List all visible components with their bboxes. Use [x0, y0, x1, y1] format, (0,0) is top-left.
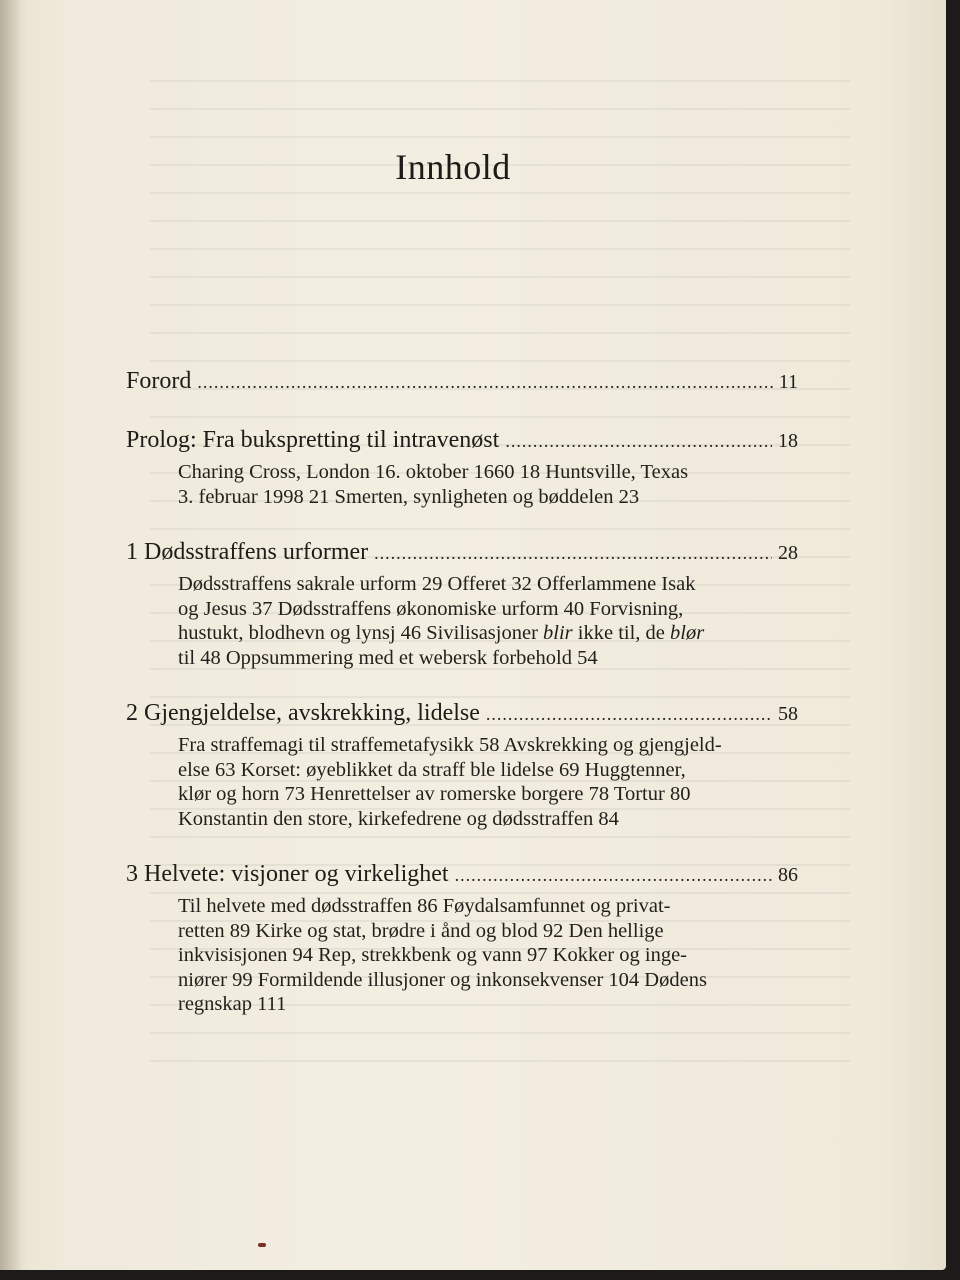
- toc-entry-line: [126, 537, 798, 568]
- toc-page-number: 86: [778, 864, 798, 886]
- toc-subsection-line: regnskap 111: [178, 993, 287, 1015]
- table-of-contents: [126, 366, 798, 1045]
- toc-entry-title: Prolog: Fra bukspretting til intravenøst: [126, 427, 500, 453]
- toc-subsection-text: hustukt, blodhevn og lynsj 46 Sivilisasjoner: [178, 622, 544, 644]
- toc-entry-subsections: [178, 572, 798, 670]
- toc-subsection-line: klør og horn 73 Henrettelser av romerske borgere 78 Tortur 80: [178, 783, 691, 805]
- toc-entry-chapter-1: [126, 537, 798, 670]
- toc-italic-text: blir: [543, 622, 573, 644]
- toc-leader-dots: [455, 860, 772, 890]
- toc-entry-subsections: [178, 733, 798, 831]
- toc-subsection-line: 3. februar 1998 21 Smerten, synligheten og bøddelen 23: [178, 485, 640, 508]
- toc-entry-chapter-3: [126, 859, 798, 1017]
- toc-entry-prolog: [126, 425, 798, 509]
- toc-page-number: 58: [778, 703, 798, 725]
- spine-shadow: [0, 0, 22, 1270]
- toc-leader-dots: [505, 426, 772, 456]
- toc-leader-dots: [374, 538, 772, 568]
- toc-subsection-line: Konstantin den store, kirkefedrene og dødsstraffen 84: [178, 807, 619, 830]
- toc-entry-line: [126, 698, 798, 729]
- toc-italic-text: blør: [670, 622, 705, 644]
- toc-entry-chapter-2: [126, 698, 798, 831]
- toc-entry-line: [126, 425, 798, 456]
- ink-mark: [258, 1243, 266, 1247]
- toc-subsection-line: niører 99 Formildende illusjoner og inkonsekvenser 104 Dødens: [178, 968, 707, 991]
- toc-subsection-line: og Jesus 37 Dødsstraffens økonomiske urform 40 Forvisning,: [178, 597, 684, 620]
- toc-subsection-line: else 63 Korset: øyeblikket da straff ble lidelse 69 Huggtenner,: [178, 758, 686, 781]
- toc-subsection-line: Fra straffemagi til straffemetafysikk 58 Avskrekking og gjengjeld-: [178, 734, 722, 756]
- toc-page-number: 28: [778, 542, 798, 564]
- toc-entry-subsections: [178, 894, 798, 1017]
- toc-subsection-line: [178, 621, 798, 646]
- toc-subsection-line: inkvisisjonen 94 Rep, strekkbenk og vann 97 Kokker og inge-: [178, 944, 688, 966]
- toc-subsection-line: til 48 Oppsummering med et webersk forbehold 54: [178, 646, 598, 669]
- toc-entry-title: Forord: [126, 368, 192, 394]
- toc-entry-line: [126, 366, 798, 397]
- toc-entry-line: [126, 859, 798, 890]
- toc-subsection-line: Charing Cross, London 16. oktober 1660 18 Huntsville, Texas: [178, 461, 689, 483]
- toc-page-number: 11: [778, 371, 798, 393]
- toc-entry-forord: [126, 366, 798, 397]
- toc-subsection-line: Dødsstraffens sakrale urform 29 Offeret 32 Offerlammene Isak: [178, 573, 696, 595]
- toc-leader-dots: [486, 699, 772, 729]
- toc-entry-title: 1 Dødsstraffens urformer: [126, 539, 369, 565]
- toc-subsection-text: ikke til, de: [572, 622, 671, 644]
- toc-entry-title: 2 Gjengjeldelse, avskrekking, lidelse: [126, 700, 480, 726]
- toc-subsection-line: Til helvete med dødsstraffen 86 Føydalsamfunnet og privat-: [178, 895, 671, 917]
- toc-entry-subsections: [178, 460, 798, 509]
- toc-entry-title: 3 Helvete: visjoner og virkelighet: [126, 861, 449, 887]
- toc-subsection-line: retten 89 Kirke og stat, brødre i ånd og blod 92 Den hellige: [178, 919, 664, 942]
- toc-leader-dots: [197, 367, 772, 397]
- page-title: Innhold: [395, 147, 511, 187]
- toc-page-number: 18: [778, 430, 798, 452]
